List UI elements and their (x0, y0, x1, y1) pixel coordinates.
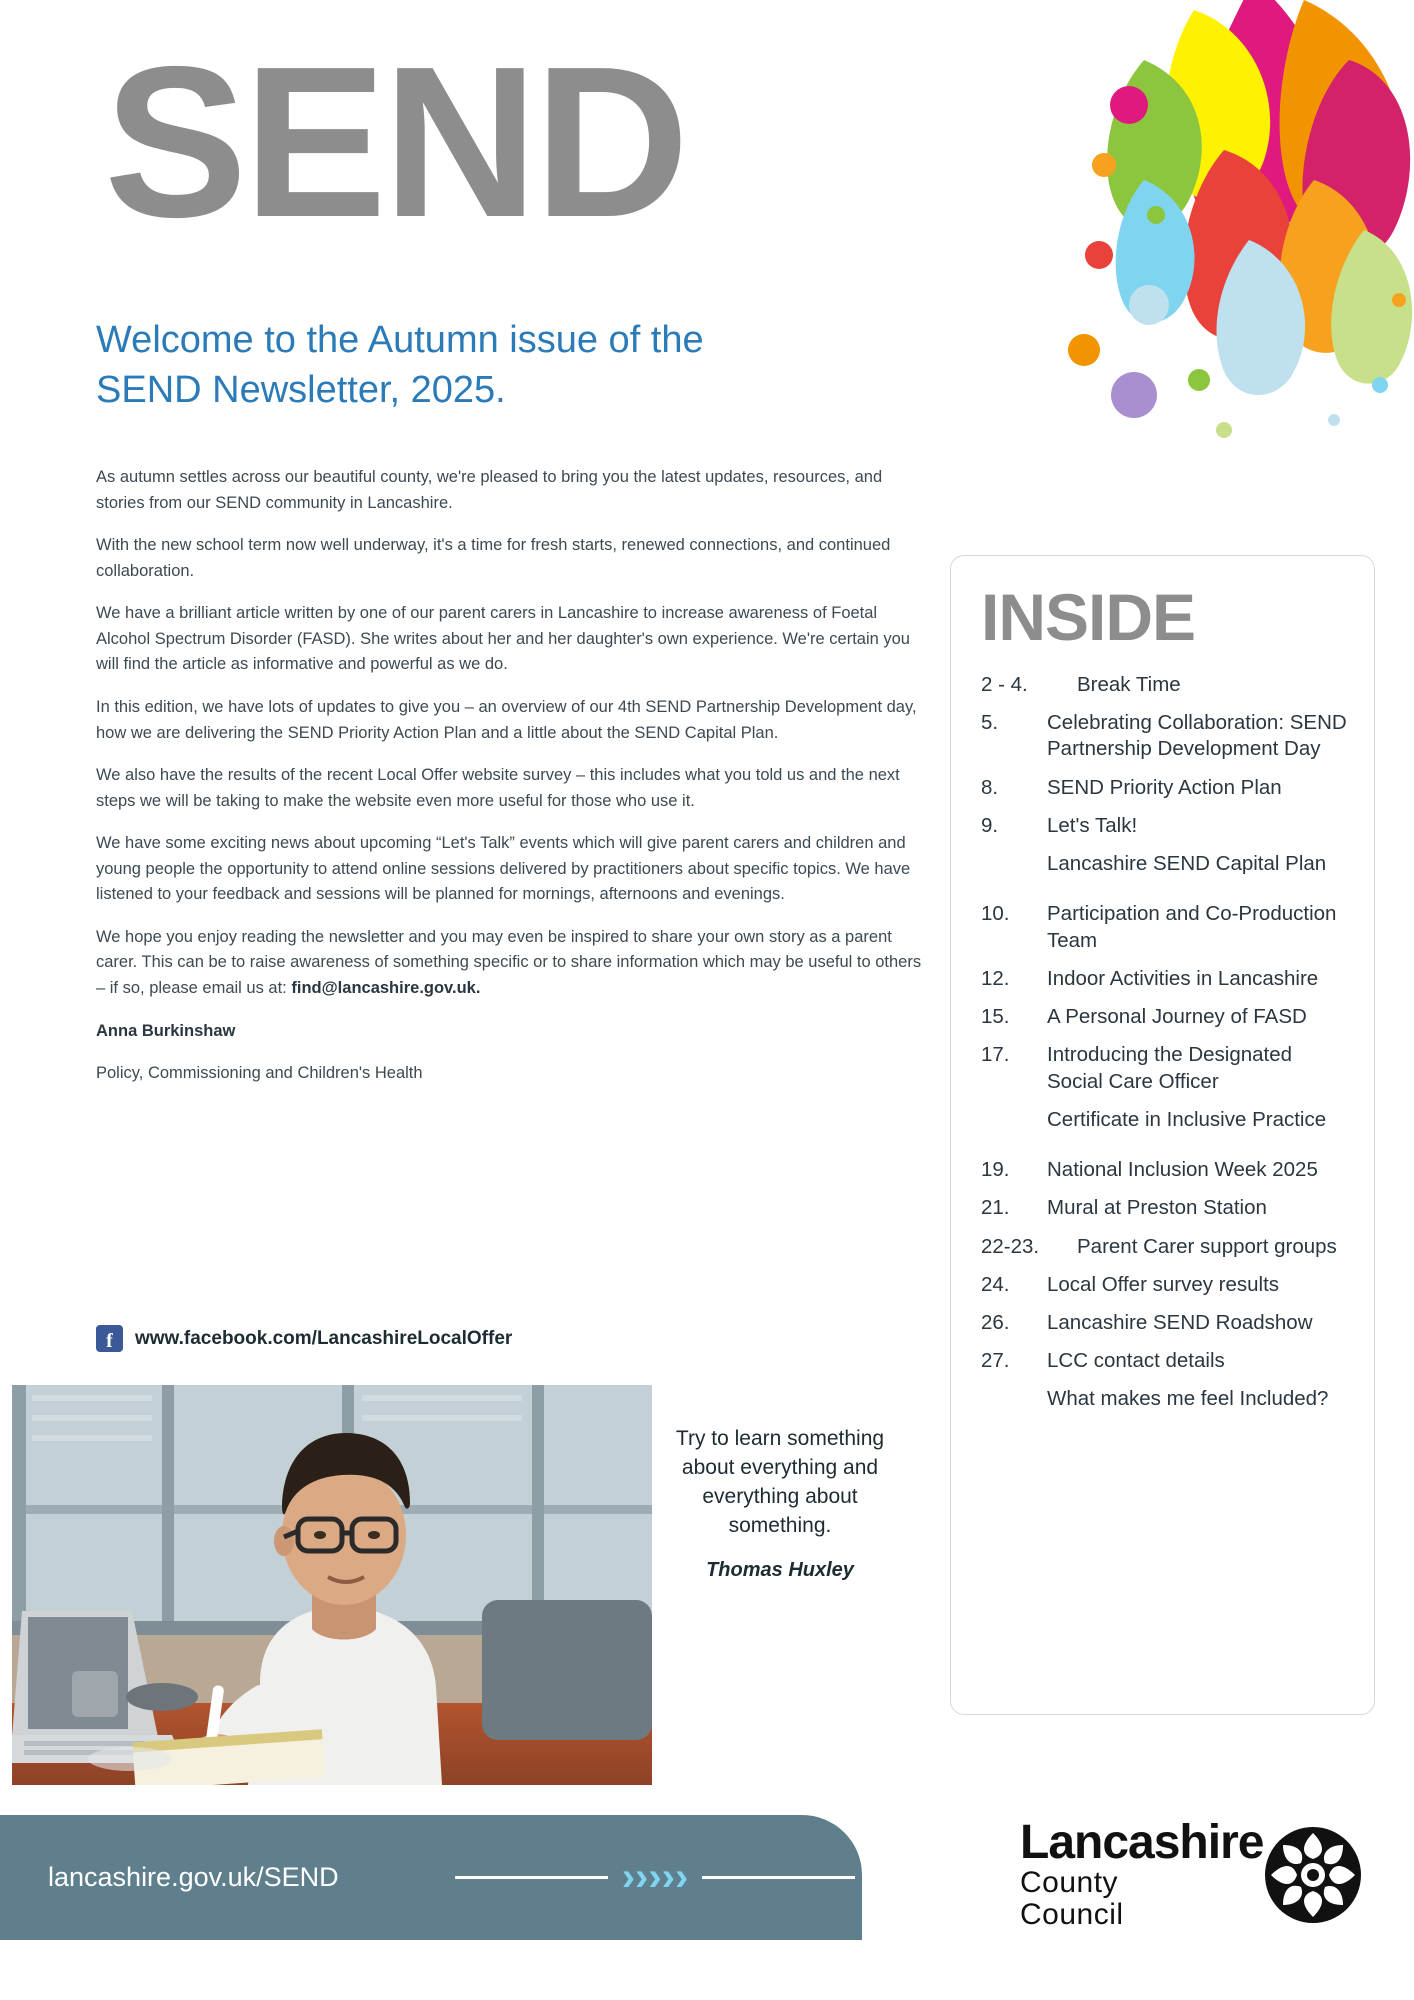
intro-paragraph-2: With the new school term now well underway, it's a time for fresh starts, renewed connections, and continued collaboration. (96, 536, 891, 580)
toc-entry-page: 21. (981, 1196, 1010, 1220)
lancashire-rose-icon (1263, 1825, 1363, 1925)
arrow-line-left (455, 1876, 608, 1879)
pull-quote (660, 1425, 900, 1584)
toc-entry-page: 9. (981, 813, 999, 837)
contact-email-link[interactable]: find@lancashire.gov.uk. (291, 979, 481, 997)
inside-contents-panel (950, 555, 1375, 1715)
welcome-heading: Welcome to the Autumn issue of the SEND Newsletter, 2025. (96, 319, 704, 412)
intro-paragraph-1: As autumn settles across our beautiful county, we're pleased to bring you the latest updates, resources, and stories from our SEND community in Lancashire. (96, 468, 883, 512)
toc-entry-sub-label: What makes me feel Included? (1047, 1387, 1329, 1411)
footer-website-url[interactable]: lancashire.gov.uk/SEND (48, 1862, 339, 1892)
toc-entry[interactable] (981, 1195, 1348, 1221)
table-of-contents (981, 672, 1348, 1425)
logo-text (1020, 1815, 1264, 1932)
toc-entry-label: Introducing the Designated Social Care Officer (1047, 1043, 1293, 1093)
toc-entry-page: 12. (981, 966, 1010, 990)
toc-entry-page: 24. (981, 1272, 1010, 1296)
student-photo (12, 1385, 652, 1785)
toc-entry-sub[interactable] (981, 1386, 1348, 1424)
toc-entry-page: 19. (981, 1158, 1010, 1182)
toc-entry[interactable] (981, 1042, 1348, 1094)
signature-name: Anna Burkinshaw (96, 1021, 236, 1040)
toc-entry[interactable] (981, 813, 1348, 839)
toc-entry-label: Lancashire SEND Roadshow (1047, 1310, 1313, 1334)
toc-entry-sub[interactable] (981, 851, 1348, 889)
toc-entry-page: 26. (981, 1310, 1010, 1334)
inside-panel-title: INSIDE (981, 580, 1196, 654)
toc-entry-label: Mural at Preston Station (1047, 1196, 1267, 1220)
toc-entry-label: Parent Carer support groups (1077, 1234, 1337, 1258)
toc-entry-label: National Inclusion Week 2025 (1047, 1158, 1318, 1182)
toc-entry[interactable] (981, 1004, 1348, 1030)
facebook-url-label: www.facebook.com/LancashireLocalOffer (135, 1327, 513, 1349)
intro-paragraph-6: We have some exciting news about upcoming “Let's Talk” events which will give parent carers and children and young people the opportunity to attend online sessions delivered by practitioners about specific topics. We have listened to your feedback and sessions will be planned for mornings, afternoons and evenings. (96, 834, 911, 904)
toc-entry[interactable] (981, 775, 1348, 801)
footer-arrow-decoration (455, 1855, 855, 1899)
toc-entry[interactable] (981, 966, 1348, 992)
facebook-link[interactable] (96, 1325, 512, 1352)
logo-line-council: Council (1020, 1898, 1124, 1931)
toc-entry[interactable] (981, 1310, 1348, 1336)
logo-line-lancashire: Lancashire (1020, 1815, 1264, 1869)
toc-entry-label: LCC contact details (1047, 1349, 1225, 1373)
signature-role: Policy, Commissioning and Children's Health (96, 1064, 423, 1083)
toc-entry-page: 10. (981, 902, 1010, 926)
logo-line-county: County (1020, 1865, 1119, 1899)
arrow-line-right (702, 1876, 855, 1879)
decorative-splash-artwork (894, 0, 1414, 540)
intro-paragraph-4: In this edition, we have lots of updates to give you – an overview of our 4th SEND Partnership Development day, how we are delivering the SEND Priority Action Plan and a little about the SEND Capital Plan. (96, 697, 917, 742)
toc-entry[interactable] (981, 672, 1348, 698)
page-title: SEND (104, 21, 686, 262)
toc-entry[interactable] (981, 901, 1348, 953)
toc-entry-page: 22-23. (981, 1234, 1040, 1258)
toc-entry[interactable] (981, 1157, 1348, 1183)
toc-entry[interactable] (981, 1348, 1348, 1374)
toc-entry-page: 15. (981, 1005, 1010, 1029)
toc-entry-page: 8. (981, 775, 999, 799)
quote-author: Thomas Huxley (706, 1558, 854, 1581)
toc-entry-label: Participation and Co-Production Team (1047, 902, 1337, 952)
toc-entry-label: Celebrating Collaboration: SEND Partnership Development Day (1047, 711, 1347, 761)
facebook-icon: f (96, 1325, 123, 1352)
intro-body (96, 465, 926, 1104)
toc-entry-page: 2 - 4. (981, 673, 1028, 696)
toc-entry-label: Local Offer survey results (1047, 1272, 1280, 1296)
toc-entry-label: Let's Talk! (1047, 813, 1138, 837)
toc-entry-label: Indoor Activities in Lancashire (1047, 966, 1319, 990)
toc-entry-sub-label: Certificate in Inclusive Practice (1047, 1107, 1327, 1131)
toc-entry[interactable] (981, 1234, 1348, 1260)
toc-entry-page: 27. (981, 1349, 1010, 1373)
toc-entry-page: 17. (981, 1043, 1010, 1067)
quote-text: Try to learn something about everything and everything about something. (675, 1427, 885, 1537)
toc-entry-page: 5. (981, 711, 999, 735)
toc-entry-sub-label: Lancashire SEND Capital Plan (1047, 852, 1327, 876)
lancashire-county-council-logo (1010, 1800, 1350, 1950)
intro-paragraph-5: We also have the results of the recent Local Offer website survey – this includes what you told us and the next steps we will be taking to make the website even more useful for those who use it. (96, 766, 900, 810)
toc-entry[interactable] (981, 1272, 1348, 1298)
toc-entry-label: A Personal Journey of FASD (1047, 1005, 1307, 1029)
chevron-right-icon: ››››› (621, 1855, 689, 1899)
toc-entry[interactable] (981, 710, 1348, 762)
intro-paragraph-3: We have a brilliant article written by one of our parent carers in Lancashire to increase awareness of Foetal Alcohol Spectrum Disorder (FASD). She writes about her and her daughter's own experience. We're certain you will find the article as informative and powerful as we do. (96, 604, 910, 674)
toc-entry-sub[interactable] (981, 1107, 1348, 1145)
intro-paragraph-7-text: We hope you enjoy reading the newsletter and you may even be inspired to share your own story as a parent carer. This can be to raise awareness of something specific or to share information which may be useful to others – if so, please email us at: (96, 927, 922, 997)
toc-entry-label: SEND Priority Action Plan (1047, 775, 1282, 799)
toc-entry-label: Break Time (1077, 673, 1181, 696)
intro-paragraph-7 (96, 925, 926, 1002)
